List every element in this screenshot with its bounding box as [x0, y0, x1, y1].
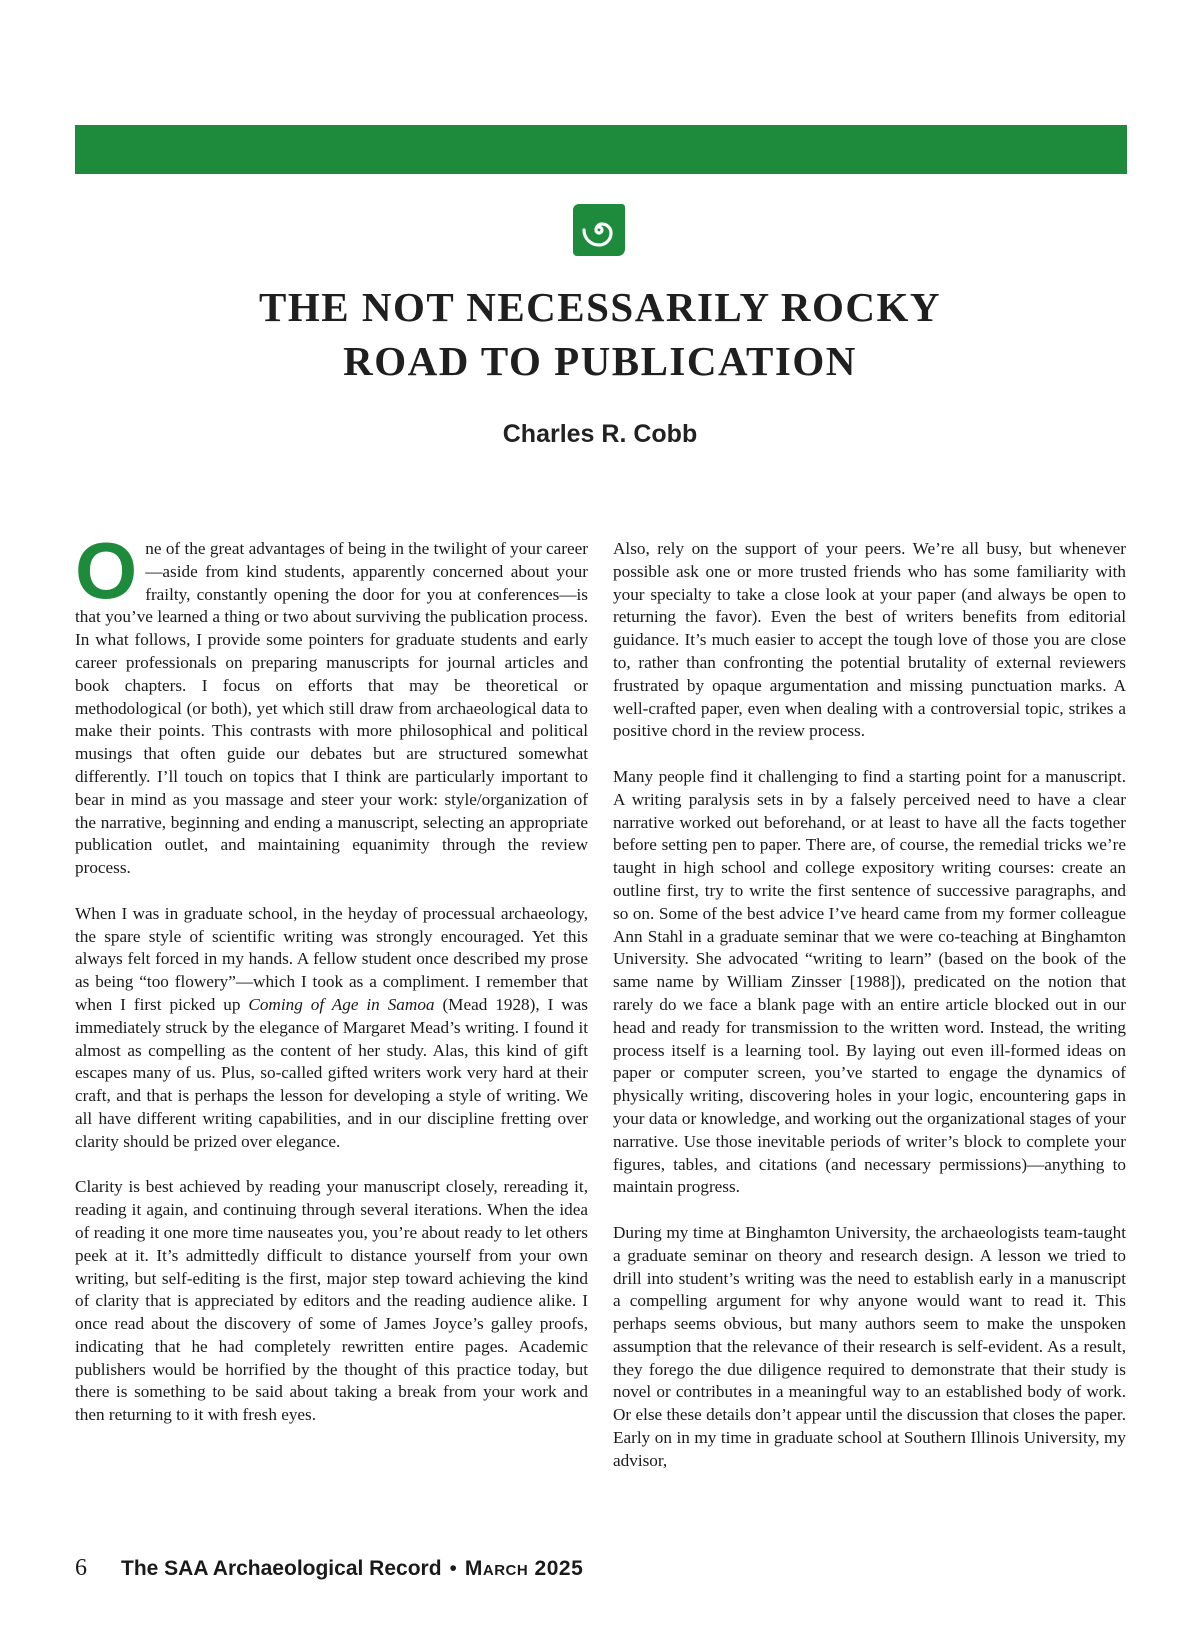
spiral-logo-icon: [573, 204, 625, 256]
paragraph-text: ne of the great advantages of being in the twilight of your career—aside from kind students, apparently concerned about your frailty, constantly opening the door for you at conferences—is that you’ve learned a thing or two about surviving the publication process. In what follows, I provide some pointers for graduate students and early career professionals on preparing manuscripts for journal articles and book chapters. I focus on efforts that may be theoretical or methodological (or both), yet which still draw from archaeological data to make their points. This contrasts with more philosophical and political musings that often guide our debates but are structured somewhat differently. I’ll touch on topics that I think are particularly important to bear in mind as you massage and steer your work: style/organization of the narrative, beginning and ending a manuscript, selecting an appropriate publication outlet, and maintaining equanimity through the review process.: [75, 539, 588, 878]
paragraph: [75, 903, 588, 1154]
title-line-2: ROAD TO PUBLICATION: [343, 338, 857, 384]
paragraph: During my time at Binghamton University, the archaeologists team-taught a graduate seminar on theory and research design. A lesson we tried to drill into student’s writing was the need to establish early in a manuscript a compelling argument for why anyone would want to read it. This perhaps seems obvious, but many authors seem to make the unspoken assumption that the relevance of their research is self-evident. As a result, they forego the due diligence required to demonstrate that their study is novel or contributes in a meaningful way to an established body of work. Or else these details don’t appear until the discussion that closes the paper. Early on in my time in graduate school at Southern Illinois University, my advisor,: [613, 1222, 1126, 1470]
paragraph-text: When I was in graduate school, in the heyday of processual archaeology, the spare style of scientific writing was strongly encouraged. Yet this always felt forced in my hands. A fellow student once described my prose as being “too flowery”—which I took as a compliment. I remember that when I first picked up: [75, 903, 588, 1014]
page-footer: [75, 1555, 583, 1585]
paragraph: Clarity is best achieved by reading your manuscript closely, rereading it, reading it again, and continuing through several iterations. When the idea of reading it one more time nauseates you, you’re about ready to let others peek at it. It’s admittedly difficult to distance yourself from your own writing, but self-editing is the first, major step toward achieving the kind of clarity that is appreciated by editors and the reading audience alike. I once read about the discovery of some of James Joyce’s galley proofs, indicating that he had completely rewritten entire pages. Academic publishers would be horrified by the thought of this practice today, but there is something to be said about taking a break from your work and then returning to it with fresh eyes.: [75, 1177, 588, 1425]
title-line-1: THE NOT NECESSARILY ROCKY: [259, 284, 941, 330]
issue-date: March 2025: [464, 1557, 584, 1580]
paragraph: [75, 526, 588, 880]
book-title: Coming of Age in Samoa: [248, 994, 435, 1014]
left-column: [75, 526, 588, 1450]
paragraph: Many people find it challenging to find a starting point for a manuscript. A writing paralysis sets in by a falsely perceived need to have a clear narrative worked out beforehand, or at least to have all the facts together before setting pen to paper. There are, of course, the remedial tricks we’re taught in high school and college expository writing courses: create an outline first, try to write the first sentence of successive paragraphs, and so on. Some of the best advice I’ve heard came from my former colleague Ann Stahl in a graduate seminar that we were co-teaching at Binghamton University. She advocated “writing to learn” (based on the book of the same name by William Zinsser [1988]), predicated on the notion that rarely do we face a blank page with an entire article blocked out in our head and ready for transmission to the written word. Instead, the writing process itself is a learning tool. By laying out even ill-formed ideas on paper or computer screen, you’ve started to engage the dynamics of physically writing, discovering holes in your logic, encountering gaps in your data or knowledge, and working out the organizational stages of your narrative. Use those inevitable periods of writer’s block to complete your figures, tables, and citations (and necessary permissions)—anything to maintain progress.: [613, 766, 1126, 1197]
article-title: [100, 280, 1100, 388]
header-green-bar: [75, 125, 1127, 174]
paragraph: Also, rely on the support of your peers. We’re all busy, but whenever possible ask one or more trusted friends who has some familiarity with your specialty to take a close look at your paper (and always be open to returning the favor). Even the best of writers benefits from editorial guidance. It’s much easier to accept the tough love of those you are close to, rather than confronting the potential brutality of external reviewers frustrated by opaque argumentation and missing punctuation marks. A well-crafted paper, even when dealing with a controversial topic, strikes a positive chord in the review process.: [613, 539, 1126, 741]
author-name: Charles R. Cobb: [502, 420, 698, 448]
footer-bullet: •: [449, 1557, 457, 1580]
spiral-icon: [579, 210, 619, 250]
paragraph-text: (Mead 1928), I was immediately struck by the elegance of Margaret Mead’s writing. I found it almost as compelling as the content of her study. Alas, this kind of gift escapes many of us. Plus, so-called gifted writers work very hard at their craft, and that is perhaps the lesson for developing a style of writing. We all have different writing capabilities, and in our discipline fretting over clarity should be prized over elegance.: [75, 994, 588, 1151]
publication-name: The SAA Archaeological Record: [121, 1557, 442, 1580]
right-column: [613, 538, 1126, 1495]
drop-cap: O: [75, 526, 138, 615]
page-number: 6: [75, 1555, 87, 1581]
